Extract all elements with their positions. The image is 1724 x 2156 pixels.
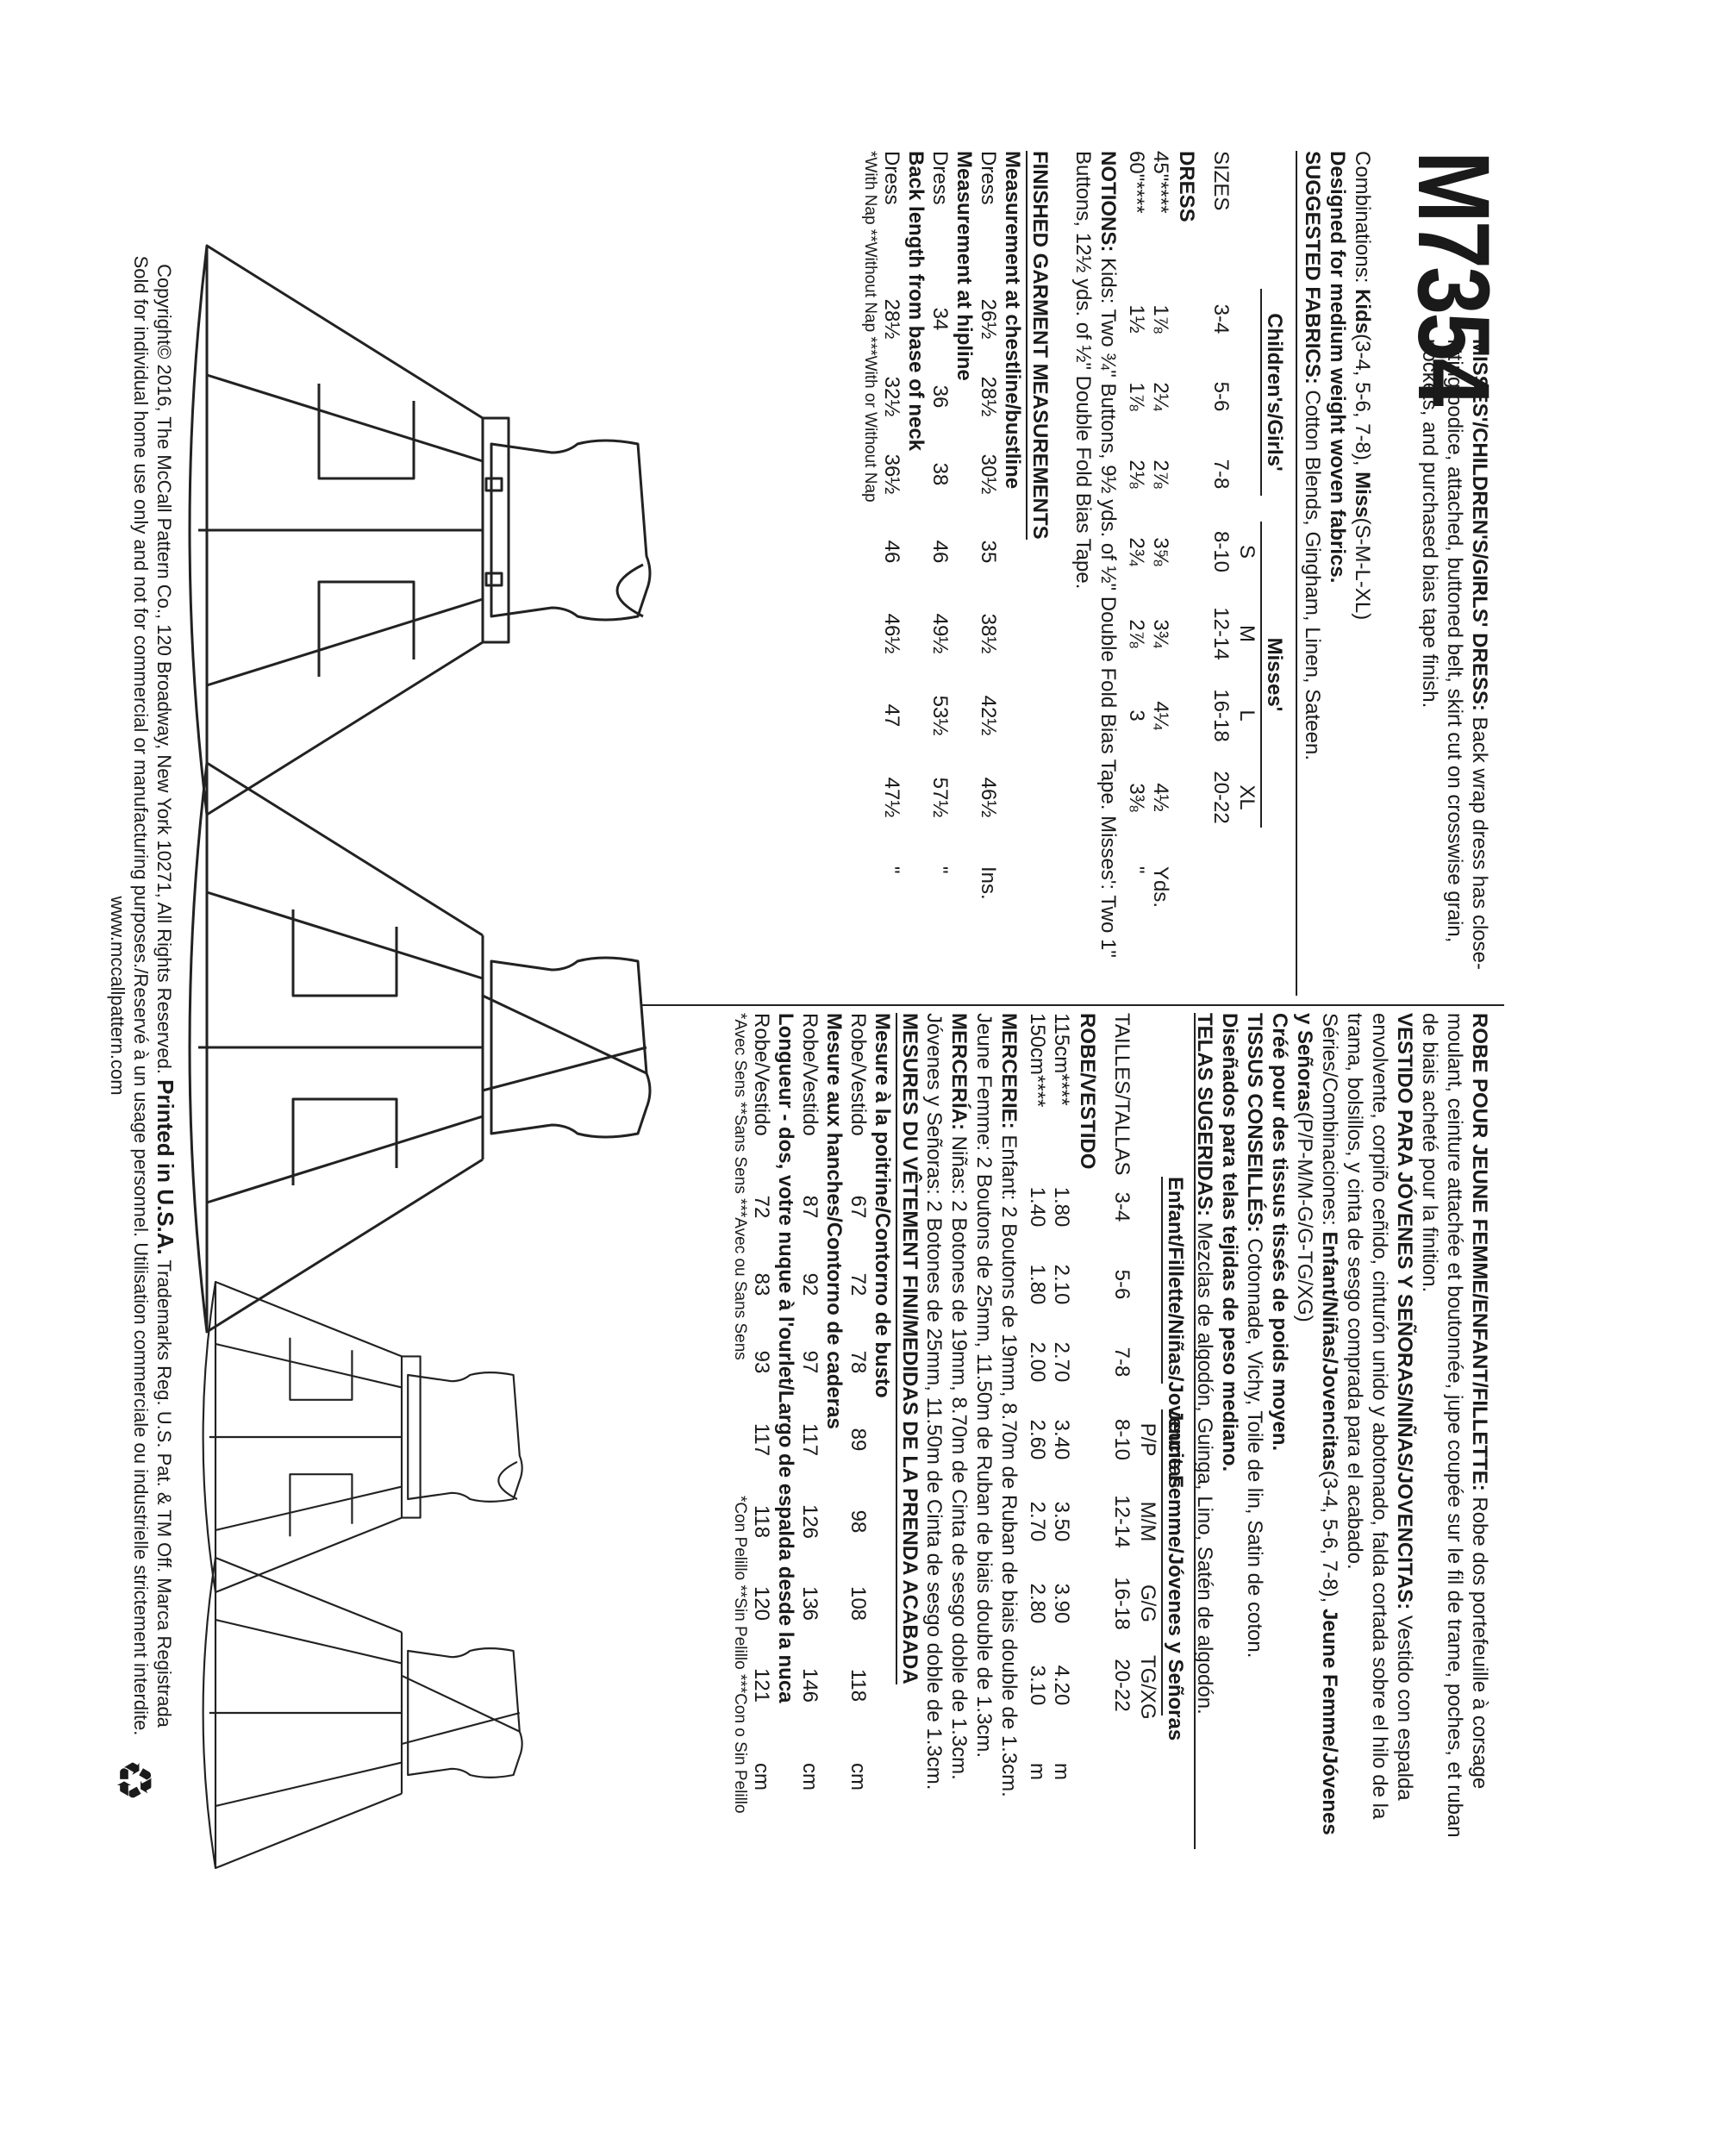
- yardage-value: 4½: [1149, 783, 1172, 812]
- dress-back-small: [203, 1558, 522, 1868]
- measurement-label: Measurement at hipline: [953, 151, 976, 381]
- size-letter: TG/XG: [1136, 1655, 1159, 1720]
- measurement-value: 72: [846, 1272, 870, 1297]
- measurement-unit: ": [880, 866, 903, 874]
- yardage-width: 45"****: [1149, 151, 1172, 214]
- size-letter: P/P: [1136, 1422, 1159, 1457]
- measurement-value: 46½: [977, 777, 1000, 818]
- yardage-value: 3.90: [1050, 1583, 1073, 1624]
- measurement-value: 38: [928, 462, 952, 486]
- measurement-value: 57½: [928, 777, 952, 818]
- size-letter: M: [1235, 625, 1259, 642]
- size-col: 7-8: [1209, 459, 1233, 490]
- yardage-value: 2⅛: [1125, 459, 1148, 489]
- yardage-value: 2.80: [1026, 1583, 1049, 1624]
- printed-in: Printed in U.S.A.: [153, 1079, 178, 1255]
- yardage-value: 2.10: [1050, 1264, 1073, 1305]
- yardage-value: 1⅞: [1125, 382, 1148, 411]
- measurement-value: 32½: [880, 376, 903, 417]
- nap-note-es: *Con Pelillo **Sin Pelillo ***Con o Sin Pelillo: [731, 1496, 749, 1814]
- dress-back-large: [190, 763, 650, 1332]
- size-col: 20-22: [1209, 771, 1233, 824]
- yardage-width: 115cm****: [1050, 1013, 1073, 1106]
- notions: NOTIONS: Kids: Two ¾" Buttons, 9½ yds. of ½" Double Fold Bias Tape. Misses': Two 1" Buttons, 12½ yds. of ½" Double Fold Bias Tape.: [1071, 151, 1120, 958]
- measurement-value: 46½: [880, 613, 903, 654]
- measurement-value: 146: [798, 1667, 821, 1703]
- yardage-width: 60"****: [1125, 151, 1148, 214]
- finished-title: FINISHED GARMENT MEASUREMENTS: [1026, 151, 1052, 540]
- trademarks: Trademarks Reg. U.S. Pat. & TM Off. Marca Registrada: [153, 1259, 175, 1728]
- yardage-unit: m: [1026, 1763, 1049, 1780]
- size-col: 16-18: [1209, 689, 1233, 742]
- size-table-en: [638, 134, 1293, 1004]
- size-col: 20-22: [1110, 1659, 1134, 1712]
- size-col: 16-18: [1110, 1577, 1134, 1630]
- yardage-value: 3.10: [1026, 1665, 1049, 1706]
- yardage-unit: ": [1125, 866, 1148, 874]
- measurement-value: 87: [798, 1195, 821, 1219]
- yardage-width: 150cm****: [1026, 1013, 1049, 1108]
- nap-note: *With Nap **Without Nap ***With or Without Nap: [861, 151, 879, 503]
- footer: [106, 134, 177, 1858]
- size-col: 8-10: [1110, 1418, 1134, 1461]
- nap-note: *Avec Sens **Sans Sens ***Avec ou Sans Sens: [731, 1013, 749, 1360]
- garment-label: Robe/Vestido: [750, 1013, 773, 1136]
- size-letter: L: [1235, 709, 1259, 722]
- garment-illustrations: [185, 134, 655, 1858]
- yardage-value: 4¼: [1149, 701, 1172, 730]
- measurement-unit: cm: [798, 1763, 821, 1790]
- measurement-value: 89: [846, 1428, 870, 1452]
- yardage-value: 3⅜: [1125, 783, 1148, 812]
- measurement-value: 28½: [977, 376, 1000, 417]
- yardage-value: 2.60: [1026, 1419, 1049, 1460]
- size-col: 7-8: [1110, 1347, 1134, 1378]
- sizes-label: SIZES: [1209, 151, 1233, 211]
- measurement-value: 118: [750, 1504, 773, 1539]
- dress-line-drawings: [185, 134, 655, 1858]
- yardage-value: 1.40: [1026, 1186, 1049, 1228]
- suggested-fabrics-en: SUGGESTED FABRICS: Cotton Blends, Gingham, Linen, Sateen.: [1301, 151, 1324, 760]
- measurement-value: 97: [798, 1350, 821, 1374]
- size-col: 3-4: [1110, 1191, 1134, 1222]
- group-misses: Misses': [1260, 522, 1286, 828]
- group-children: Children's/Girls': [1260, 289, 1286, 496]
- size-col: 5-6: [1110, 1269, 1134, 1300]
- measurement-value: 53½: [928, 695, 952, 736]
- yardage-value: 1½: [1125, 304, 1148, 334]
- notions: MERCERIE: Enfant: 2 Boutons de 19mm, 8.70m de Ruban de biais double de 1.3cm. Jeune Femme: 2 Boutons de 25mm, 11.50m de Ruban de biais double de 1.3cm. MERCERÍA: Niñas: 2 Botones de 19mm, 8.70m de Cinta de sesgo doble de 1.3cm. Jóvenes y Señoras: 2 Botones de 25mm, 11.50m de Cinta de sesgo doble de 1.3cm.: [922, 1013, 1021, 1797]
- yardage-value: 3.40: [1050, 1419, 1073, 1460]
- size-letter: G/G: [1136, 1584, 1159, 1622]
- size-letter: XL: [1235, 784, 1259, 810]
- dress-label: ROBE/VESTIDO: [1076, 1013, 1099, 1170]
- measurement-value: 83: [750, 1272, 773, 1297]
- measurement-value: 46: [880, 540, 903, 564]
- yardage-value: 2¼: [1149, 382, 1172, 411]
- pattern-envelope-back: [107, 134, 1510, 1858]
- garment-label: Robe/Vestido: [798, 1013, 821, 1136]
- yardage-value: 2⅞: [1125, 619, 1148, 648]
- measurement-label: Measurement at chestline/bustline: [1001, 151, 1024, 490]
- yardage-unit: m: [1050, 1763, 1073, 1780]
- yardage-value: 3.50: [1050, 1501, 1073, 1542]
- dress-label: DRESS: [1175, 151, 1198, 222]
- description-fr-es: ROBE POUR JEUNE FEMME/ENFANT/FILLETTE: Robe dos portefeuille à corsage moulant, ceinture attachée et boutonnée, jupe coupée sur le fil de trame, poches, et ruban de biais acheté pour la finition. VESTIDO PARA JÓVENES Y SEÑORAS/NIÑAS/JOVENCITAS: Vestido con espalda envolvente, corpiño ceñido, cinturón unido y abotonado, falda cortada sobre el hilo de la trama, bolsillos, y cinta de sesgo comprada para el acabado. Séries/Combinaciones: Enfant/Niñas/Jovencitas(3-4, 5-6, 7-8), Jeune Femme/Jóvenes y Señoras(P/P-M/M-G/G-TG/XG) Créé pour des tissus tissés de poids moyen. TISSUS CONSEILLÉS: Cotonnade, Vichy, Toile de lin, Satin de coton. Diseñados para telas tejidas de peso mediano. TELAS SUGERIDAS: Mezclas de algodón, Guinga, Lino, Satén de algodón.: [1193, 1013, 1491, 1838]
- designed-for-en: Designed for medium weight woven fabrics.: [1326, 151, 1349, 584]
- dress-front-small: [203, 1282, 522, 1592]
- measurement-value: 49½: [928, 613, 952, 654]
- measurement-label: Back length from base of neck: [904, 151, 928, 452]
- measurement-value: 47: [880, 703, 903, 728]
- garment-label: Dress: [977, 151, 1000, 205]
- measurement-label: Mesure à la poitrine/Contorno de busto: [871, 1013, 894, 1398]
- yardage-value: 2.70: [1050, 1341, 1073, 1383]
- size-col: 3-4: [1209, 303, 1233, 334]
- measurement-value: 72: [750, 1195, 773, 1219]
- group-children: Enfant/Fillette/Niñas/Jovencitas: [1161, 1177, 1187, 1384]
- size-col: 8-10: [1209, 530, 1233, 573]
- measurement-value: 120: [750, 1585, 773, 1622]
- pattern-number: M7354: [1396, 151, 1510, 404]
- measurement-unit: cm: [846, 1763, 870, 1790]
- recycle-icon: ♻: [107, 1758, 161, 1803]
- measurement-value: 93: [750, 1350, 773, 1374]
- measurement-value: 36½: [880, 453, 903, 495]
- size-table-fr-es: [642, 1004, 1194, 1858]
- yardage-value: 3¾: [1149, 619, 1172, 648]
- measurement-value: 92: [798, 1272, 821, 1297]
- website: www.mccallpattern.com: [107, 896, 128, 1096]
- measurement-value: 118: [846, 1668, 870, 1703]
- measurement-value: 28½: [880, 298, 903, 340]
- size-letter: S: [1235, 544, 1259, 559]
- measurement-value: 26½: [977, 298, 1000, 340]
- size-col: 5-6: [1209, 381, 1233, 412]
- yardage-value: 1.80: [1050, 1186, 1073, 1228]
- description-en: [1417, 339, 1492, 985]
- measurement-value: 67: [846, 1195, 870, 1219]
- yardage-value: 1⅞: [1149, 304, 1172, 334]
- fabric-info-en: [1300, 151, 1375, 996]
- copyright: Copyright© 2016, The McCall Pattern Co., 120 Broadway, New York 10271, All Rights Reserved.: [153, 264, 175, 1074]
- measurement-value: 34: [928, 307, 952, 331]
- measurement-unit: ": [928, 866, 952, 874]
- size-col: 12-14: [1110, 1495, 1134, 1548]
- measurement-value: 42½: [977, 695, 1000, 736]
- garment-label: Dress: [880, 151, 903, 205]
- measurement-value: 108: [846, 1585, 870, 1622]
- title-en: MISSES'/CHILDREN'S/GIRLS' DRESS:: [1468, 339, 1491, 711]
- measurement-unit: cm: [750, 1763, 773, 1790]
- measurement-value: 46: [928, 540, 952, 564]
- combinations-en: Combinations: Kids(3-4, 5-6, 7-8), Miss(S-M-L-XL): [1351, 151, 1374, 621]
- description-text-en: Back wrap dress has close-fitting bodice, attached, buttoned belt, skirt cut on crosswise grain, pockets, and purchased bias tape finish.: [1418, 339, 1491, 970]
- measurement-value: 35: [977, 540, 1000, 564]
- size-col: 12-14: [1209, 607, 1233, 660]
- dress-front-large: [190, 246, 650, 815]
- measurement-value: 126: [798, 1503, 821, 1540]
- yardage-value: 2⅞: [1149, 459, 1172, 489]
- garment-label: Dress: [928, 151, 952, 205]
- group-misses: Jeune Femme/Jóvenes y Señoras: [1161, 1409, 1187, 1715]
- measurement-value: 30½: [977, 453, 1000, 495]
- measurement-value: 47½: [880, 777, 903, 818]
- measurement-value: 136: [798, 1585, 821, 1622]
- measurement-value: 38½: [977, 613, 1000, 654]
- yardage-value: 4.20: [1050, 1665, 1073, 1706]
- measurement-label: Longueur - dos, votre nuque à l'ourlet/Largo de espalda desde la nuca: [774, 1013, 797, 1703]
- size-letter: M/M: [1136, 1501, 1159, 1542]
- yardage-value: 2¾: [1125, 537, 1148, 566]
- sold-for: Sold for individual home use only and not for commercial or manufacturing purposes./Reservé à un usage personnel. Utilisation commerciale ou industrielle strictement interdite.: [130, 255, 152, 1736]
- yardage-value: 2.00: [1026, 1341, 1049, 1383]
- yardage-unit: Yds.: [1149, 866, 1172, 909]
- sizes-label: TAILLES/TALLAS: [1110, 1013, 1134, 1176]
- measurement-label: Mesure aux hanches/Contorno de caderas: [822, 1013, 846, 1429]
- finished-title: MESURES DU VÊTEMENT FINI/MEDIDAS DE LA PRENDA ACABADA: [896, 1013, 921, 1684]
- measurement-value: 121: [750, 1667, 773, 1703]
- measurement-value: 78: [846, 1350, 870, 1374]
- yardage-value: 2.70: [1026, 1501, 1049, 1542]
- yardage-value: 3: [1125, 709, 1148, 722]
- measurement-unit: Ins.: [977, 866, 1000, 900]
- garment-label: Robe/Vestido: [846, 1013, 870, 1136]
- measurement-value: 117: [798, 1422, 821, 1457]
- measurement-value: 98: [846, 1509, 870, 1534]
- yardage-value: 3⅝: [1149, 537, 1172, 566]
- yardage-value: 1.80: [1026, 1264, 1049, 1305]
- measurement-value: 36: [928, 384, 952, 409]
- measurement-value: 117: [750, 1422, 773, 1457]
